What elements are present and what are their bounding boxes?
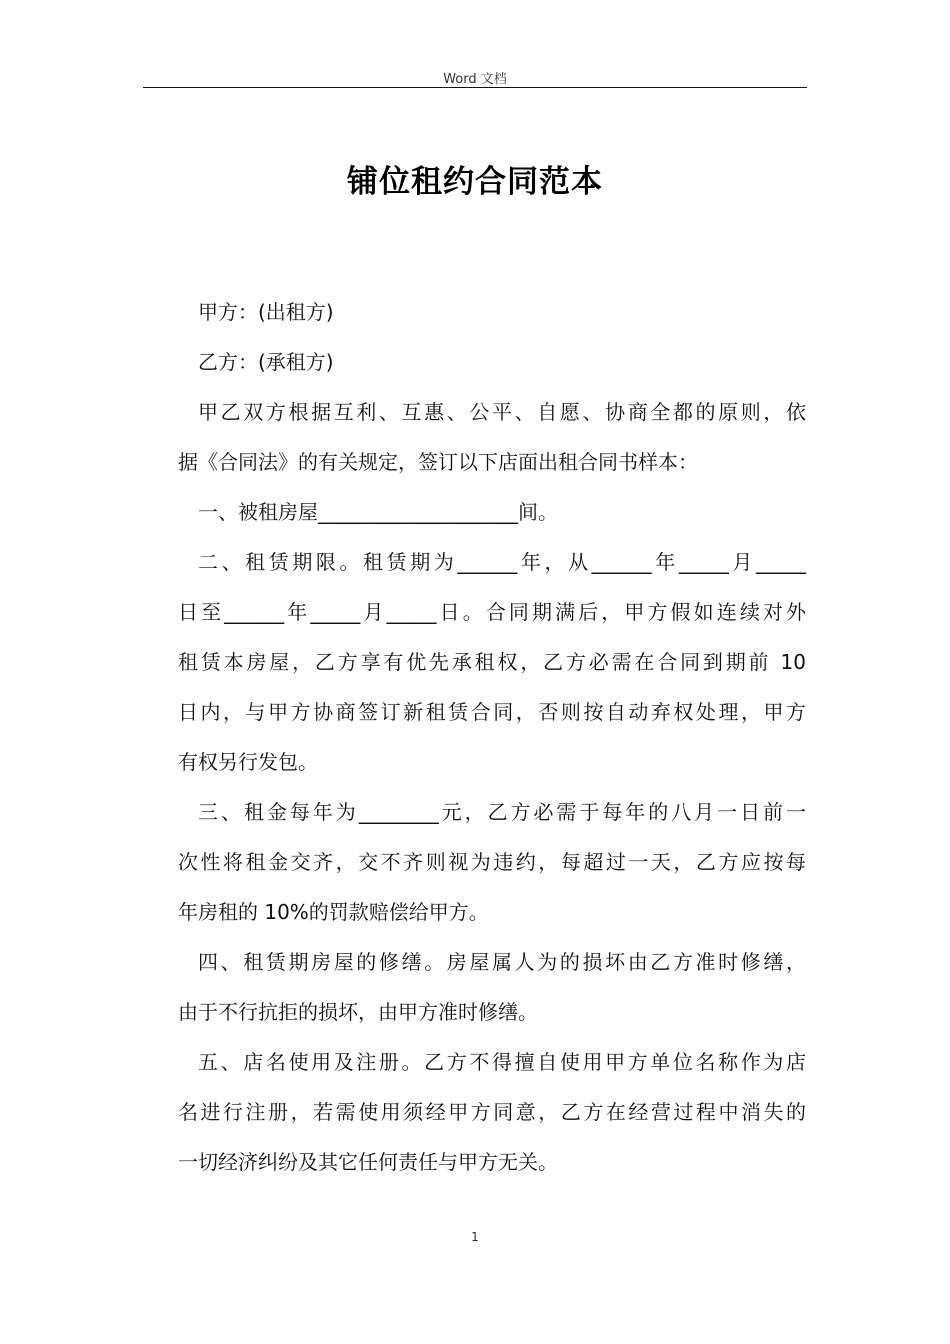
clause-1-line-1: 一、被租房屋____________________间。: [198, 500, 558, 524]
clause-3-line-2: 次性将租金交齐，交不齐则视为违约，每超过一天，乙方应按每: [178, 850, 806, 874]
page-header-label: Word 文档: [443, 72, 507, 87]
clause-2-line-4: 日内，与甲方协商签订新租赁合同，否则按自动弃权处理，甲方: [178, 700, 806, 724]
clause-5-line-3: 一切经济纠纷及其它任何责任与甲方无关。: [178, 1150, 558, 1174]
clause-5-line-1: 五、店名使用及注册。乙方不得擅自使用甲方单位名称作为店: [198, 1050, 806, 1074]
clause-3-line-1: 三、租金每年为________元，乙方必需于每年的八月一日前一: [198, 800, 806, 824]
preamble-line-2: 据《合同法》的有关规定，签订以下店面出租合同书样本：: [178, 450, 698, 474]
header-divider: [143, 87, 807, 88]
clause-2-line-3: 租赁本房屋，乙方享有优先承租权，乙方必需在合同到期前 10: [178, 650, 806, 674]
document-body: [178, 287, 806, 1187]
clause-2-line-2: 日至______年_____月_____日。合同期满后，甲方假如连续对外: [178, 600, 806, 624]
clause-5-line-2: 名进行注册，若需使用须经甲方同意，乙方在经营过程中消失的: [178, 1100, 806, 1124]
clause-3-line-3: 年房租的 10%的罚款赔偿给甲方。: [178, 900, 489, 924]
party-a-line: 甲方：(出租方): [198, 300, 334, 324]
clause-4-line-2: 由于不行抗拒的损坏，由甲方准时修缮。: [178, 1000, 538, 1024]
page-number: 1: [471, 1230, 479, 1244]
clause-4-line-1: 四、租赁期房屋的修缮。房屋属人为的损坏由乙方准时修缮，: [198, 950, 806, 974]
party-b-line: 乙方：(承租方): [198, 350, 334, 374]
preamble-line-1: 甲乙双方根据互利、互惠、公平、自愿、协商全都的原则，依: [198, 400, 806, 424]
document-title: 铺位租约合同范本: [347, 164, 603, 200]
clause-2-line-1: 二、租赁期限。租赁期为______年，从______年_____月_____: [198, 550, 806, 574]
clause-2-line-5: 有权另行发包。: [178, 750, 318, 774]
